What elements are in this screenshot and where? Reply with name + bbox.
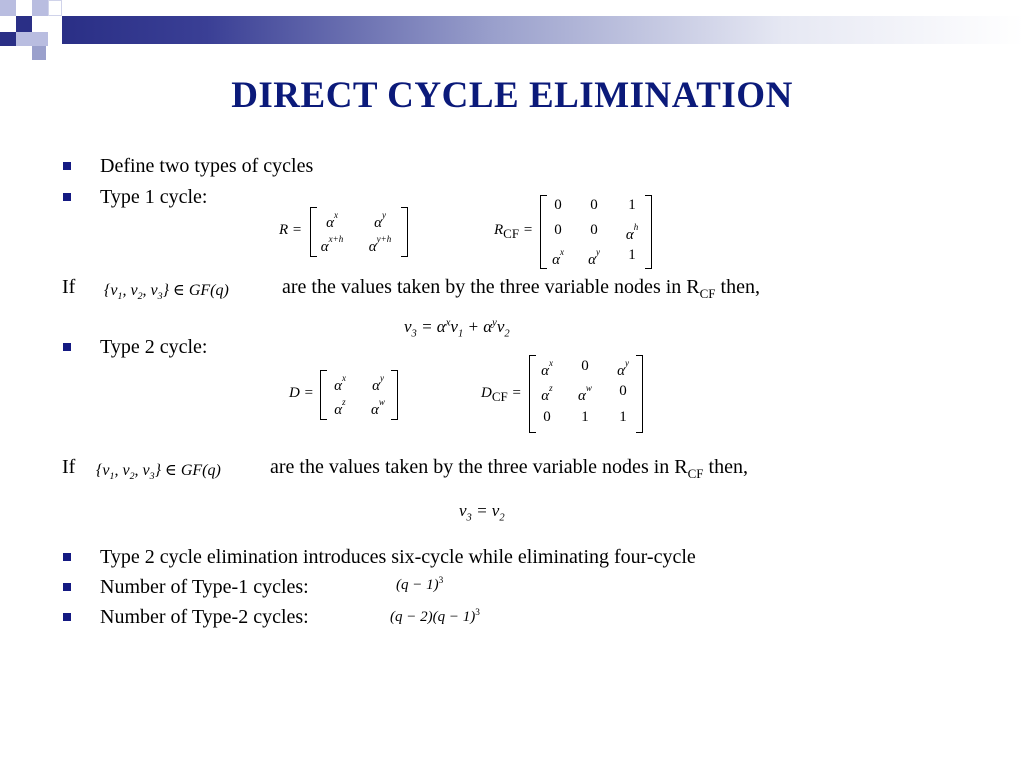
slide-title: DIRECT CYCLE ELIMINATION bbox=[231, 75, 793, 116]
matrix-cell: $\alpha^x$ bbox=[552, 247, 564, 268]
bullet-type1-count: Number of Type-1 cycles: bbox=[100, 576, 309, 598]
bullet-elimination-note: Type 2 cycle elimination introduces six-cycle while eliminating four-cycle bbox=[100, 546, 696, 568]
values-sentence-type1 bbox=[282, 275, 760, 306]
set-expression-type1: {$v_1$, $v_2$, $v_3$} ∈ GF(q) bbox=[104, 282, 229, 303]
bullet-icon bbox=[63, 613, 71, 621]
r-matrix bbox=[310, 207, 408, 257]
bullet-type2: Type 2 cycle: bbox=[100, 336, 208, 358]
matrix-cell: 0 bbox=[554, 222, 562, 238]
matrix-cell: 1 bbox=[619, 409, 627, 425]
d-matrix bbox=[320, 370, 398, 420]
bullet-icon bbox=[63, 583, 71, 591]
sentence-subscript: CF bbox=[687, 466, 704, 481]
matrix-cell: 0 bbox=[590, 222, 598, 238]
sentence-text: are the values taken by the three variable nodes in R bbox=[282, 276, 700, 298]
deco-square bbox=[16, 16, 32, 32]
matrix-cell: 0 bbox=[554, 197, 562, 213]
matrix-cell: 1 bbox=[628, 197, 636, 213]
matrix-cell: $\alpha^x$ bbox=[541, 358, 553, 379]
matrix-cell: $\alpha^w$ bbox=[371, 397, 385, 418]
sentence-end: then, bbox=[703, 456, 748, 478]
matrix-cell: $\alpha^y$ bbox=[374, 210, 386, 231]
bullet-icon bbox=[63, 162, 71, 170]
matrix-cell: $\alpha^x$ bbox=[326, 210, 338, 231]
r-matrix-label: R = bbox=[279, 222, 303, 238]
bullet-define-types: Define two types of cycles bbox=[100, 155, 314, 177]
deco-square bbox=[32, 0, 48, 16]
bullet-icon bbox=[63, 343, 71, 351]
deco-square bbox=[48, 0, 62, 16]
matrix-cell: $\alpha^y$ bbox=[617, 358, 629, 379]
matrix-cell: $\alpha^h$ bbox=[625, 222, 639, 243]
matrix-cell: $\alpha^z$ bbox=[334, 397, 346, 418]
matrix-cell: $\alpha^y$ bbox=[372, 373, 384, 394]
set-expression-type2: {$v_1$, $v_2$, $v_3$} ∈ GF(q) bbox=[96, 462, 221, 483]
rcf-matrix-label: RCF = bbox=[494, 222, 533, 241]
matrix-cell: $\alpha^z$ bbox=[541, 383, 553, 404]
matrix-cell: $\alpha^x$ bbox=[334, 373, 346, 394]
values-sentence-type2 bbox=[270, 455, 748, 486]
rcf-matrix bbox=[540, 195, 652, 269]
type2-count-expression: $(q - 2)(q - 1)^3$ bbox=[390, 608, 480, 625]
matrix-cell: $\alpha^w$ bbox=[578, 383, 592, 404]
type1-count-expression: $(q - 1)^3$ bbox=[396, 576, 444, 593]
matrix-cell: 0 bbox=[543, 409, 551, 425]
deco-square bbox=[0, 32, 16, 46]
if-label-type1: If bbox=[62, 276, 76, 298]
matrix-cell: 0 bbox=[581, 358, 589, 374]
sentence-subscript: CF bbox=[699, 286, 716, 301]
bullet-type2-count: Number of Type-2 cycles: bbox=[100, 606, 309, 628]
equation-type1: $v_3 = \alpha^xv_1 + \alpha^yv_2$ bbox=[404, 317, 510, 340]
matrix-cell: 1 bbox=[581, 409, 589, 425]
bullet-icon bbox=[63, 193, 71, 201]
matrix-cell: $\alpha^{x+h}$ bbox=[320, 234, 344, 255]
sentence-text: are the values taken by the three variable nodes in R bbox=[270, 456, 688, 478]
matrix-cell: 1 bbox=[628, 247, 636, 263]
deco-square bbox=[16, 32, 32, 46]
header-gradient-bar bbox=[62, 16, 1024, 44]
deco-square bbox=[32, 32, 48, 46]
deco-square bbox=[0, 0, 16, 16]
matrix-cell: 0 bbox=[590, 197, 598, 213]
matrix-cell: $\alpha^y$ bbox=[588, 247, 600, 268]
matrix-cell: $\alpha^{y+h}$ bbox=[368, 234, 392, 255]
equation-type2: $v_3 = v_2$ bbox=[459, 501, 505, 524]
bullet-icon bbox=[63, 553, 71, 561]
sentence-end: then, bbox=[715, 276, 760, 298]
dcf-matrix-label: DCF = bbox=[481, 385, 522, 404]
matrix-cell: 0 bbox=[619, 383, 627, 399]
deco-square bbox=[32, 46, 46, 60]
if-label-type2: If bbox=[62, 456, 76, 478]
d-matrix-label: D = bbox=[289, 385, 314, 401]
bullet-type1: Type 1 cycle: bbox=[100, 186, 208, 208]
dcf-matrix bbox=[529, 355, 643, 433]
